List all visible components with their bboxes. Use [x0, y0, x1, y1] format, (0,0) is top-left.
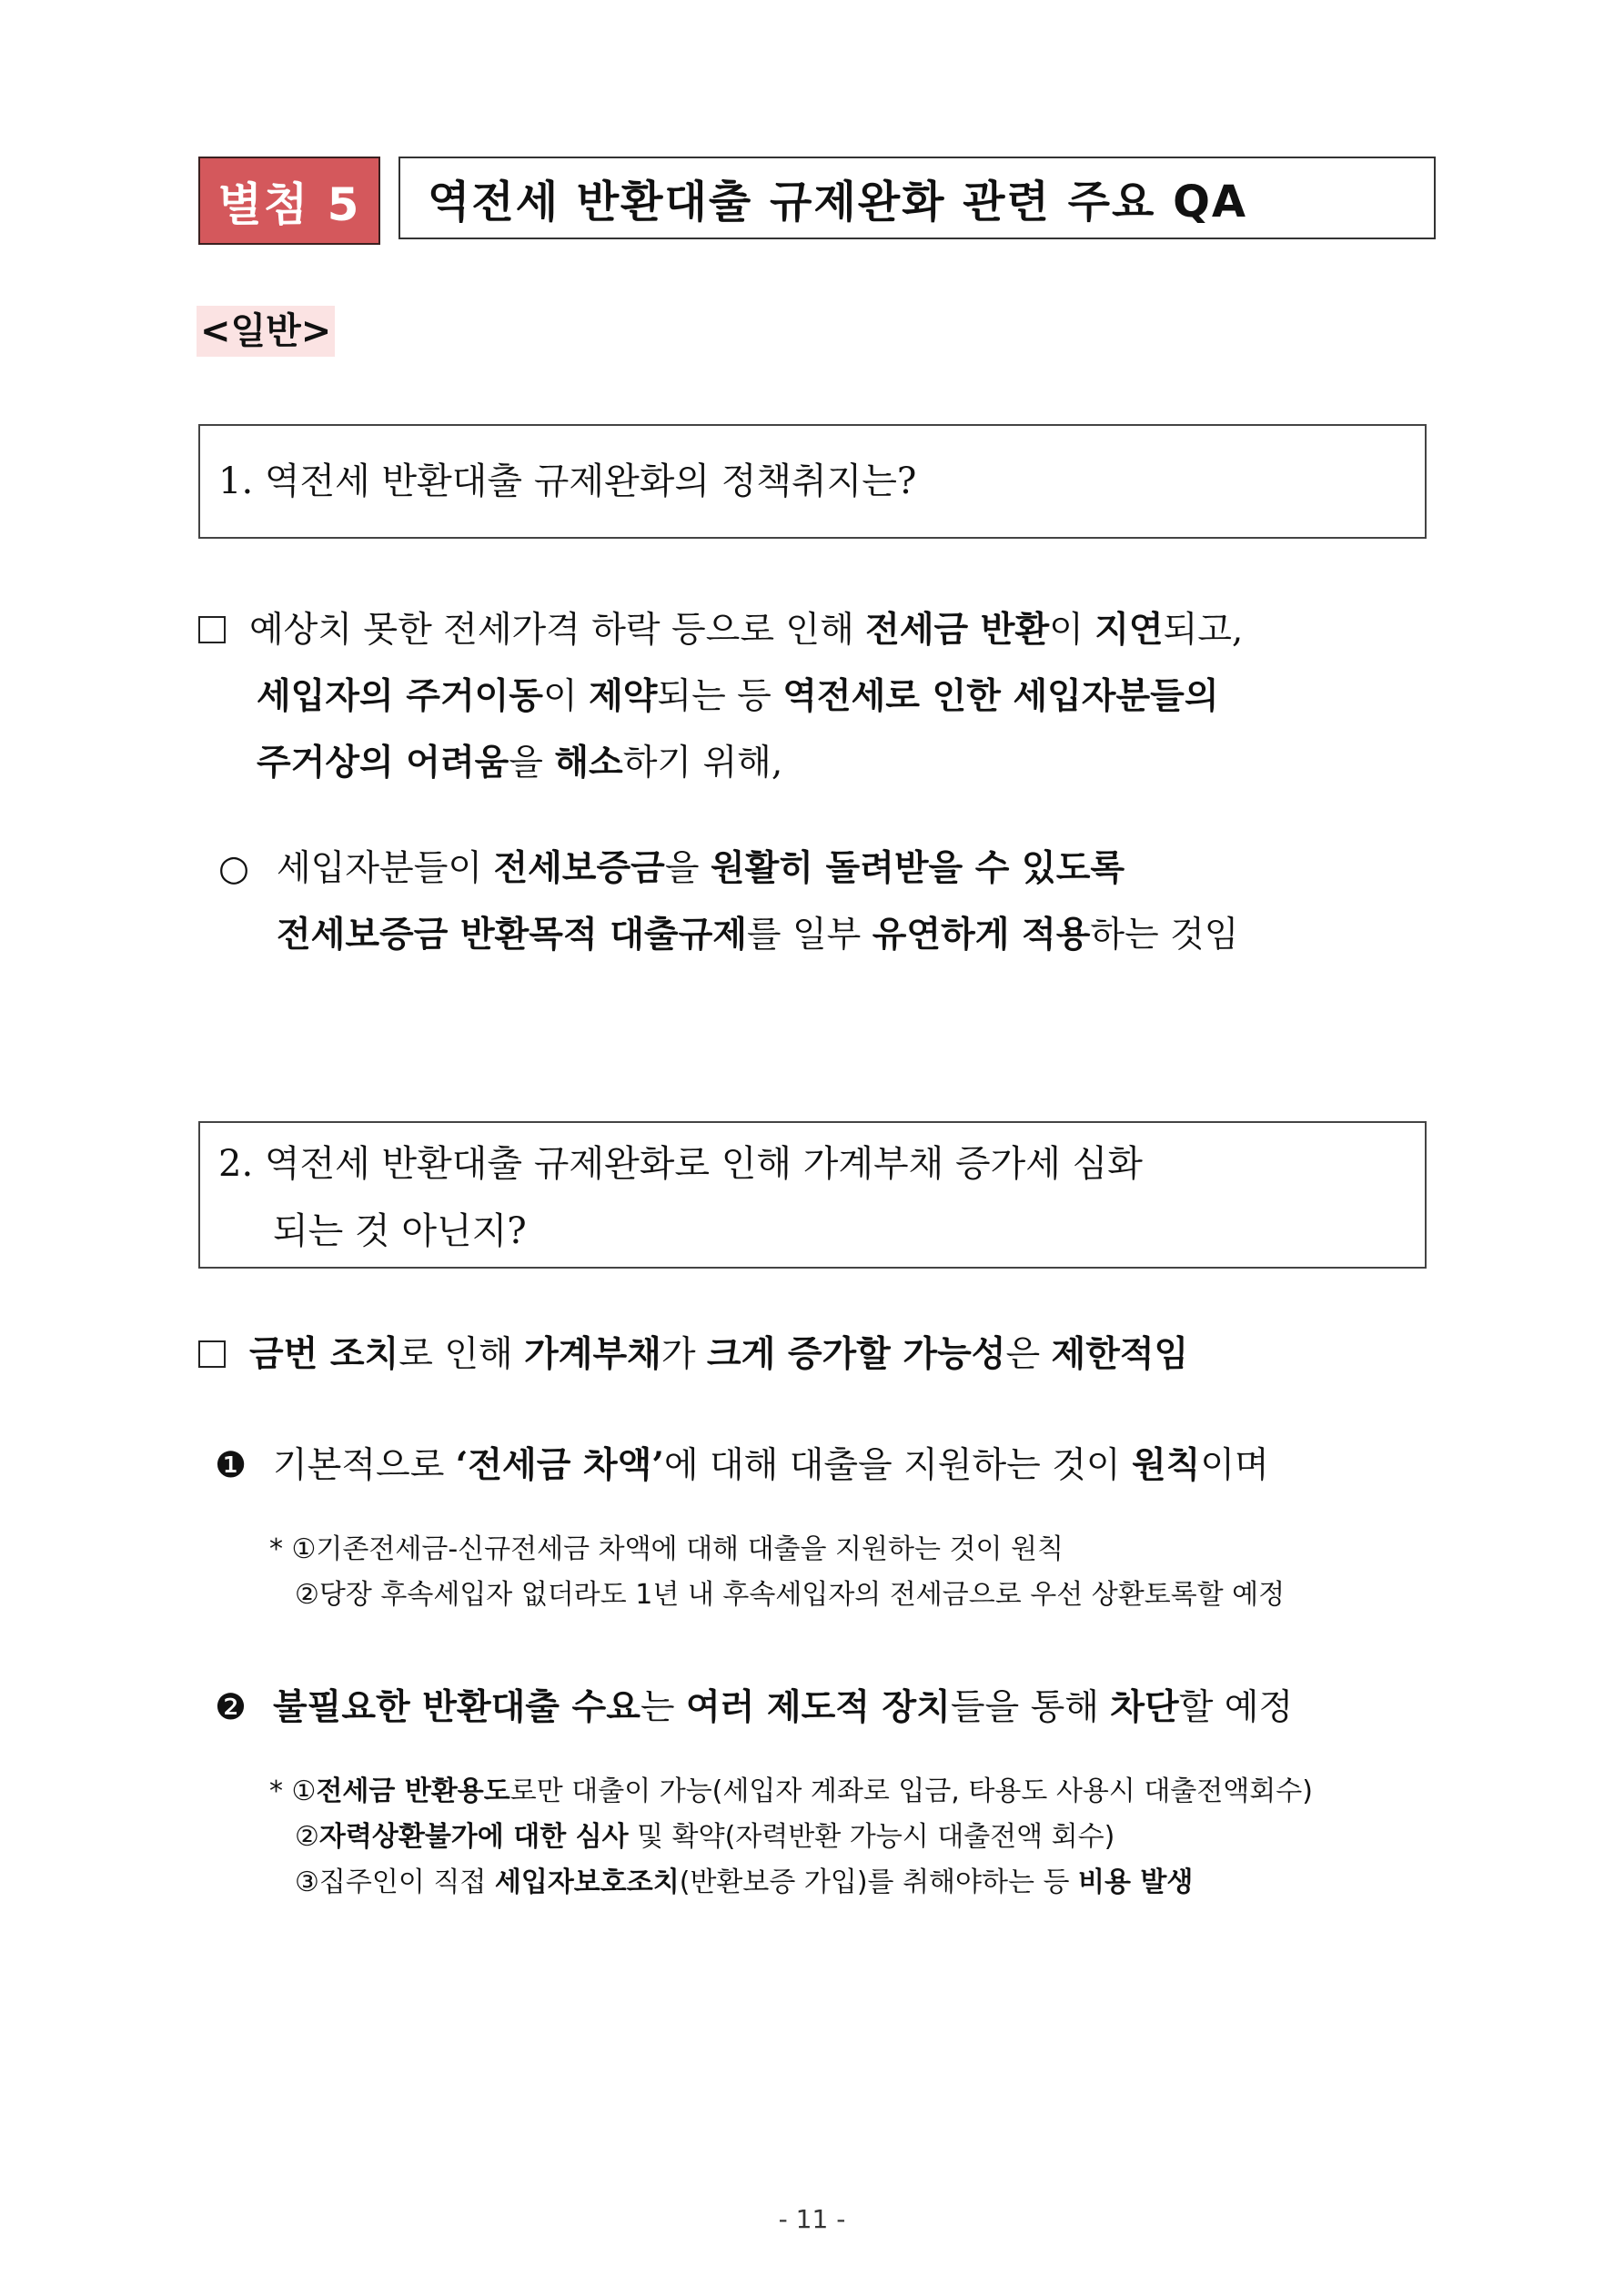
number-two-icon: ❷ — [215, 1687, 247, 1728]
question-2-box — [198, 1121, 1427, 1269]
square-bullet-icon — [198, 616, 226, 643]
answer-2-summary: 금번 조치로 인해 가계부채가 크게 증가할 가능성은 제한적임 — [198, 1321, 1454, 1388]
page-number: - 11 - — [778, 2204, 846, 2234]
attachment-label: 별첨 5 — [198, 157, 380, 245]
answer-2-point-2: ❷ 불필요한 반환대출 수요는 여러 제도적 장치들을 통해 차단할 예정 — [215, 1674, 1470, 1741]
square-bullet-icon — [198, 1340, 226, 1368]
section-label: <일반> — [197, 306, 335, 357]
answer-1-paragraph: 예상치 못한 전세가격 하락 등으로 인해 전세금 반환이 지연되고, 세입자의 주거이동이 제약되는 등 역전세로 인한 세입자분들의 주거상의 어려움을 해소하기 위해, — [198, 597, 1454, 796]
answer-2-point-1: ❶ 기본적으로 ‘전세금 차액’에 대해 대출을 지원하는 것이 원칙이며 — [215, 1432, 1470, 1499]
number-one-icon: ❶ — [215, 1445, 247, 1486]
question-2-line-1: 2. 역전세 반환대출 규제완화로 인해 가계부채 증가세 심화 — [218, 1143, 1143, 1185]
question-2-line-2: 되는 것 아닌지? — [273, 1210, 527, 1252]
question-1-text: 1. 역전세 반환대출 규제완화의 정책취지는? — [218, 460, 917, 502]
circle-bullet-icon: ○ — [218, 848, 250, 889]
document-title: 역전세 반환대출 규제완화 관련 주요 QA — [398, 157, 1436, 239]
note-1: * ①기존전세금-신규전세금 차액에 대해 대출을 지원하는 것이 원칙 ②당장 후속세입자 없더라도 1년 내 후속세입자의 전세금으로 우선 상환토록할 예정 — [269, 1533, 1286, 1611]
question-1-box — [198, 424, 1427, 539]
note-2: * ①전세금 반환용도로만 대출이 가능(세입자 계좌로 입금, 타용도 사용시 대출전액회수) ②자력상환불가에 대한 심사 및 확약(자력반환 가능시 대출전액 회수) ③집주인이 직접 세입자보호조치(반환보증 가입)를 취해야하는 등 비용 발생 — [269, 1775, 1313, 1898]
answer-1-subpoint: ○ 세입자분들이 전세보증금을 원활히 돌려받을 수 있도록 전세보증금 반환목적 대출규제를 일부 유연하게 적용하는 것임 — [218, 835, 1474, 968]
page-header — [198, 157, 1436, 243]
